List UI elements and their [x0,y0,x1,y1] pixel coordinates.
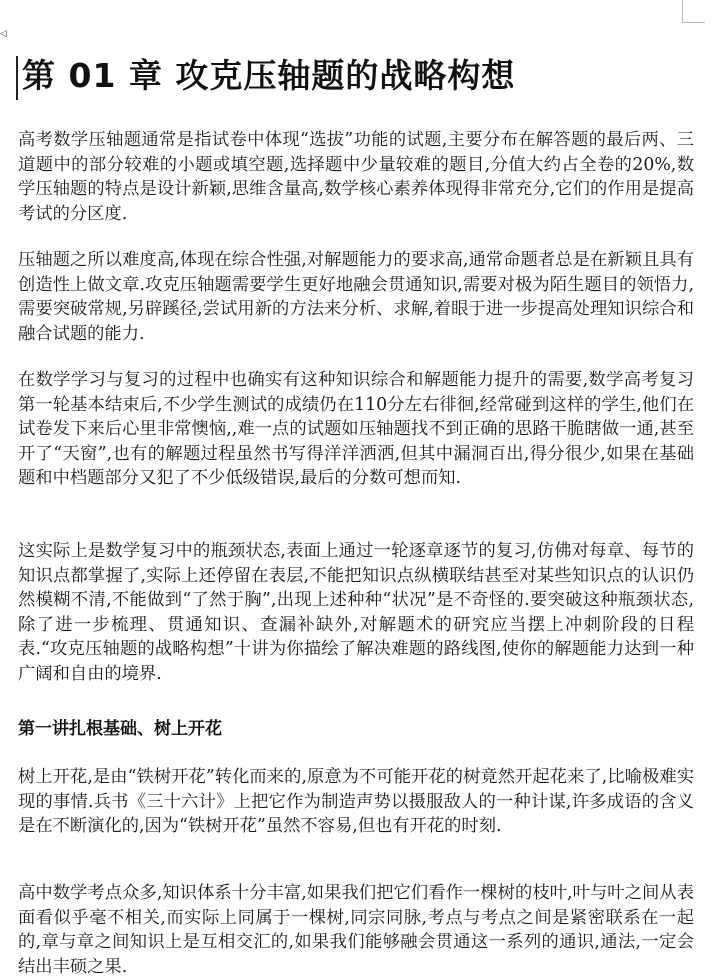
paragraph-1: 高考数学压轴题通常是指试卷中体现“选拔”功能的试题,主要分布在解答题的最后两、三道题中的部分较难的小题或填空题,选择题中少量较难的题目,分值大约占全卷的20%,数学压轴题的特点是设计新颖,思维含量高,数学核心素养体现得非常充分,它们的作用是提高考试的分区度. [18,130,694,224]
text-cursor-icon: ◁ [0,29,7,39]
section-paragraph-1: 树上开花,是由“铁树开花”转化而来的,原意为不可能开花的树竟然开起花来了,比喻极难实现的事情.兵书《三十六计》上把它作为制造声势以摄服敌人的一种计谋,许多成语的含义是在不断演化的,因为“铁树开花”虽然不容易,但也有开花的时刻. [18,767,694,837]
paragraph-4: 这实际上是数学复习中的瓶颈状态,表面上通过一轮逐章逐节的复习,仿佛对每章、每节的知识点都掌握了,实际上还停留在表层,不能把知识点纵横联结甚至对某些知识点的认识仍然模糊不清,不能做到“了然于胸”,出现上述种种“状况”是不奇怪的.要突破这种瓶颈状态,除了进一步梳理、贯通知识、查漏补缺外,对解题术的研究应当摆上冲刺阶段的日程表.“攻克压轴题的战略构想”十讲为你描绘了解决难题的路线图,使你的解题能力达到一种广阔和自由的境界. [18,541,694,684]
chapter-title: 第 01 章 攻克压轴题的战略构想 [22,56,516,95]
paragraph-2: 压轴题之所以难度高,体现在综合性强,对解题能力的要求高,通常命题者总是在新颖且具有创造性上做文章.攻克压轴题需要学生更好地融会贯通知识,需要对极为陌生题目的领悟力,需要突破常规,另辟蹊径,尝试用新的方法来分析、求解,着眼于进一步提高处理知识综合和融合试题的能力. [18,250,694,344]
section-paragraph-2: 高中数学考点众多,知识体系十分丰富,如果我们把它们看作一棵树的枝叶,叶与叶之间从表面看似乎毫不相关,而实际上同属于一棵树,同宗同脉,考点与考点之间是紧密联系在一起的,章与章之间知识上是互相交汇的,如果我们能够融会贯通这一系列的通识,通法,一定会结出丰硕之果. [18,883,694,977]
section-heading: 第一讲扎根基础、树上开花 [18,719,222,739]
insertion-caret [16,56,18,100]
paragraph-3: 在数学学习与复习的过程中也确实有这种知识综合和解题能力提升的需要,数学高考复习第一轮基本结束后,不少学生测试的成绩仍在110分左右徘徊,经常碰到这样的学生,他们在试卷发下来后心里非常懊恼,,难一点的试题如压轴题找不到正确的思路干脆瞎做一通,甚至开了“天窗”,也有的解题过程虽然书写得洋洋洒洒,但其中漏洞百出,得分很少,如果在基础题和中档题部分又犯了不少低级错误,最后的分数可想而知. [18,370,694,489]
corner-crop-mark [682,0,705,23]
